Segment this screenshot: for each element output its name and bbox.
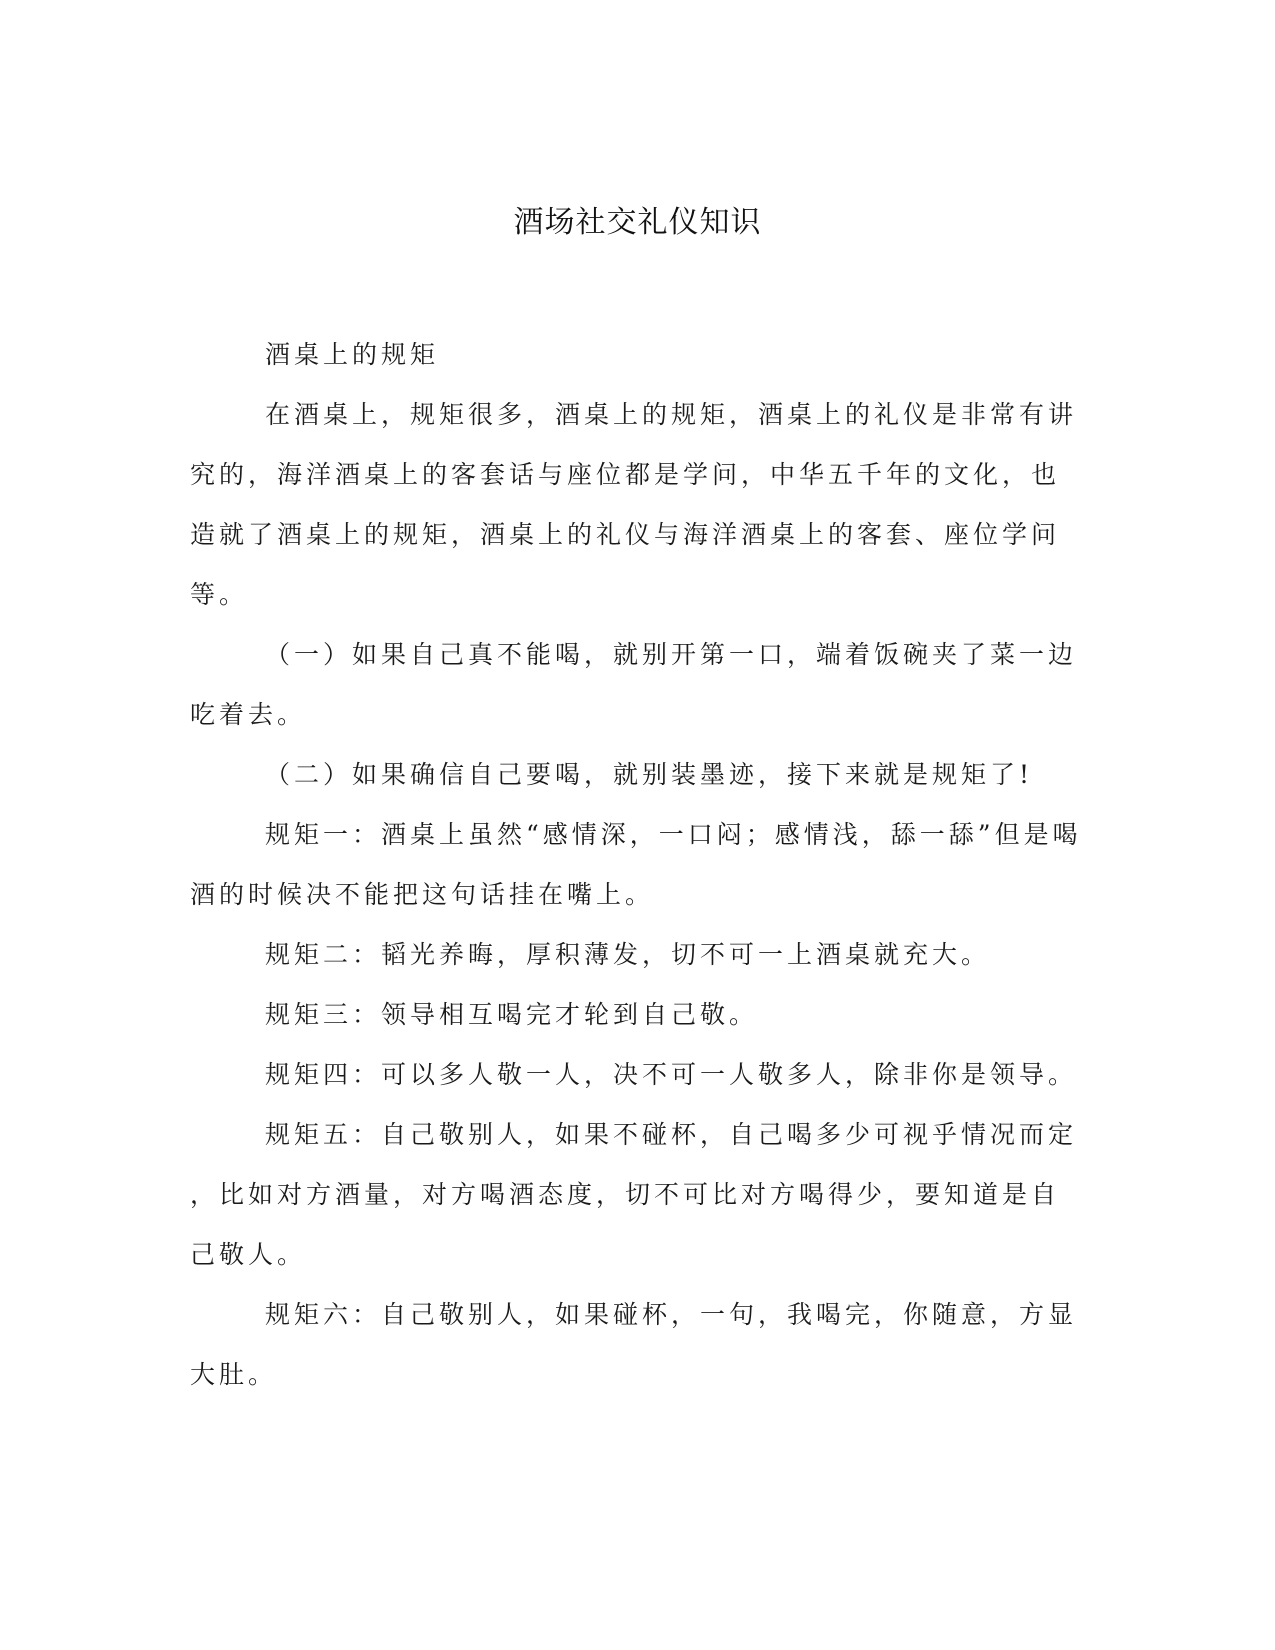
rule-line: 规矩三：领导相互喝完才轮到自己敬。 bbox=[265, 1000, 759, 1029]
page-title: 酒场社交礼仪知识 bbox=[513, 205, 762, 240]
rule-line: 大肚。 bbox=[190, 1360, 278, 1389]
rule-line: 规矩六：自己敬别人，如果碰杯，一句，我喝完，你随意，方显 bbox=[265, 1300, 1078, 1329]
rule-line: 酒的时候决不能把这句话挂在嘴上。 bbox=[190, 880, 655, 909]
paragraph-line: 等。 bbox=[190, 580, 249, 609]
paragraph-line: 吃着去。 bbox=[190, 700, 307, 729]
section-heading: 酒桌上的规矩 bbox=[265, 340, 440, 369]
document-body bbox=[190, 325, 1090, 1405]
rule-line: 规矩五：自己敬别人，如果不碰杯，自己喝多少可视乎情况而定 bbox=[265, 1120, 1078, 1149]
paragraph-line: 究的，海洋酒桌上的客套话与座位都是学问，中华五千年的文化，也 bbox=[190, 460, 1061, 489]
rule-line: 规矩四：可以多人敬一人，决不可一人敬多人，除非你是领导。 bbox=[265, 1060, 1078, 1089]
paragraph-line: 造就了酒桌上的规矩，酒桌上的礼仪与海洋酒桌上的客套、座位学问 bbox=[190, 520, 1061, 549]
rule-line: 规矩二：韬光养晦，厚积薄发，切不可一上酒桌就充大。 bbox=[265, 940, 991, 969]
paragraph-line: 在酒桌上，规矩很多，酒桌上的规矩，酒桌上的礼仪是非常有讲 bbox=[265, 400, 1078, 429]
rule-line: 己敬人。 bbox=[190, 1240, 307, 1269]
rule-line: ，比如对方酒量，对方喝酒态度，切不可比对方喝得少，要知道是自 bbox=[190, 1180, 1061, 1209]
rule-line: 规矩一：酒桌上虽然“感情深，一口闷；感情浅，舔一舔”但是喝 bbox=[265, 820, 1082, 849]
paragraph-line: （二）如果确信自己要喝，就别装墨迹，接下来就是规矩了! bbox=[265, 760, 1034, 789]
paragraph-line: （一）如果自己真不能喝，就别开第一口，端着饭碗夹了菜一边 bbox=[265, 640, 1078, 669]
